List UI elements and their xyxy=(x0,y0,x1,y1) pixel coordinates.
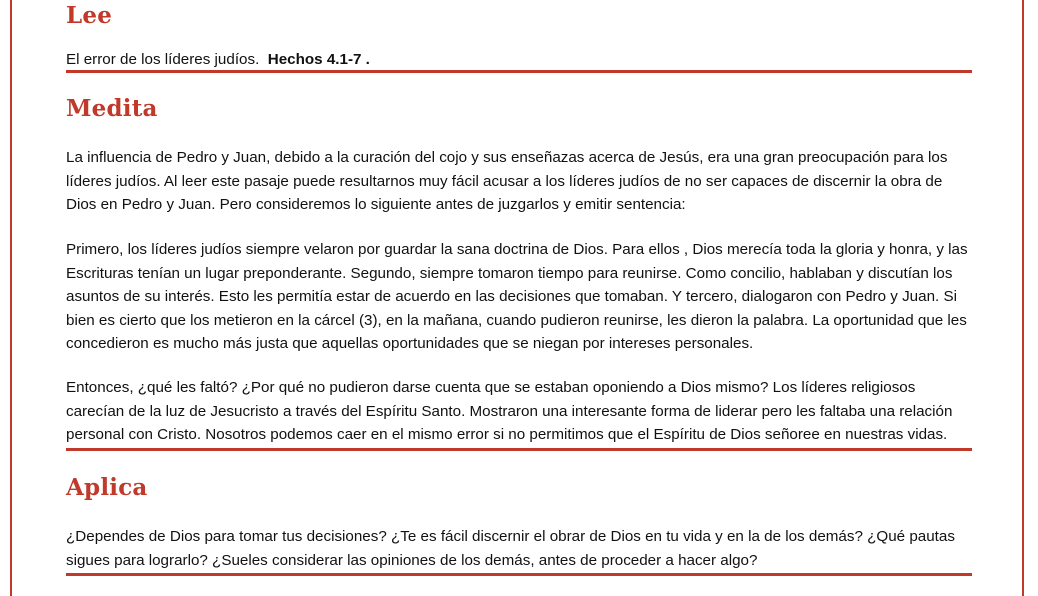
reading-title: El error de los líderes judíos. xyxy=(66,51,260,68)
medita-paragraph: Primero, los líderes judíos siempre velaron por guardar la sana doctrina de Dios. Para ellos , Dios merecía toda la gloria y honra, y las Escrituras tenían un lugar preponderante. Segundo, siempre tomaron tiempo para reunirse. Como concilio, hablaban y discutían los asuntos de su interés. Esto les permitía estar de acuerdo en las decisiones que tomaban. Y tercero, dialogaron con Pedro y Juan. Si bien es cierto que los metieron en la cárcel (3), en la mañana, cuando pudieron reunirse, les dieron la palabra. La oportunidad que les concedieron es mucho más justa que aquellas oportunidades que se niegan por intereses personales. xyxy=(66,241,968,353)
section-heading-medita: Medita xyxy=(66,95,158,122)
scripture-reference: Hechos 4.1-7 . xyxy=(267,51,370,68)
section-divider xyxy=(66,70,972,73)
section-heading-lee: Lee xyxy=(66,2,113,29)
section-divider xyxy=(66,448,972,451)
section-heading-aplica: Aplica xyxy=(66,474,148,501)
medita-paragraph: La influencia de Pedro y Juan, debido a la curación del cojo y sus enseñazas acerca de Jesús, era una gran preocupación para los líderes judíos. Al leer este pasaje puede resultarnos muy fácil acusar a los líderes judíos de no ser capaces de discernir la obra de Dios en Pedro y Juan. Pero consideremos lo siguiente antes de juzgarlos y emitir sentencia: xyxy=(66,149,948,214)
reading-line xyxy=(66,48,976,72)
aplica-paragraph: ¿Dependes de Dios para tomar tus decisiones? ¿Te es fácil discernir el obrar de Dios en tu vida y en la de los demás? ¿Qué pautas sigues para lograrlo? ¿Sueles considerar las opiniones de los demás, antes de proceder a hacer algo? xyxy=(66,528,955,569)
medita-paragraph: Entonces, ¿qué les faltó? ¿Por qué no pudieron darse cuenta que se estaban oponiendo a Dios mismo? Los líderes religiosos carecían de la luz de Jesucristo a través del Espíritu Santo. Mostraron una interesante forma de liderar pero les faltaba una relación personal con Cristo. Nosotros podemos caer en el mismo error si no permitimos que el Espíritu de Dios señoree en nuestras vidas. xyxy=(66,379,953,444)
